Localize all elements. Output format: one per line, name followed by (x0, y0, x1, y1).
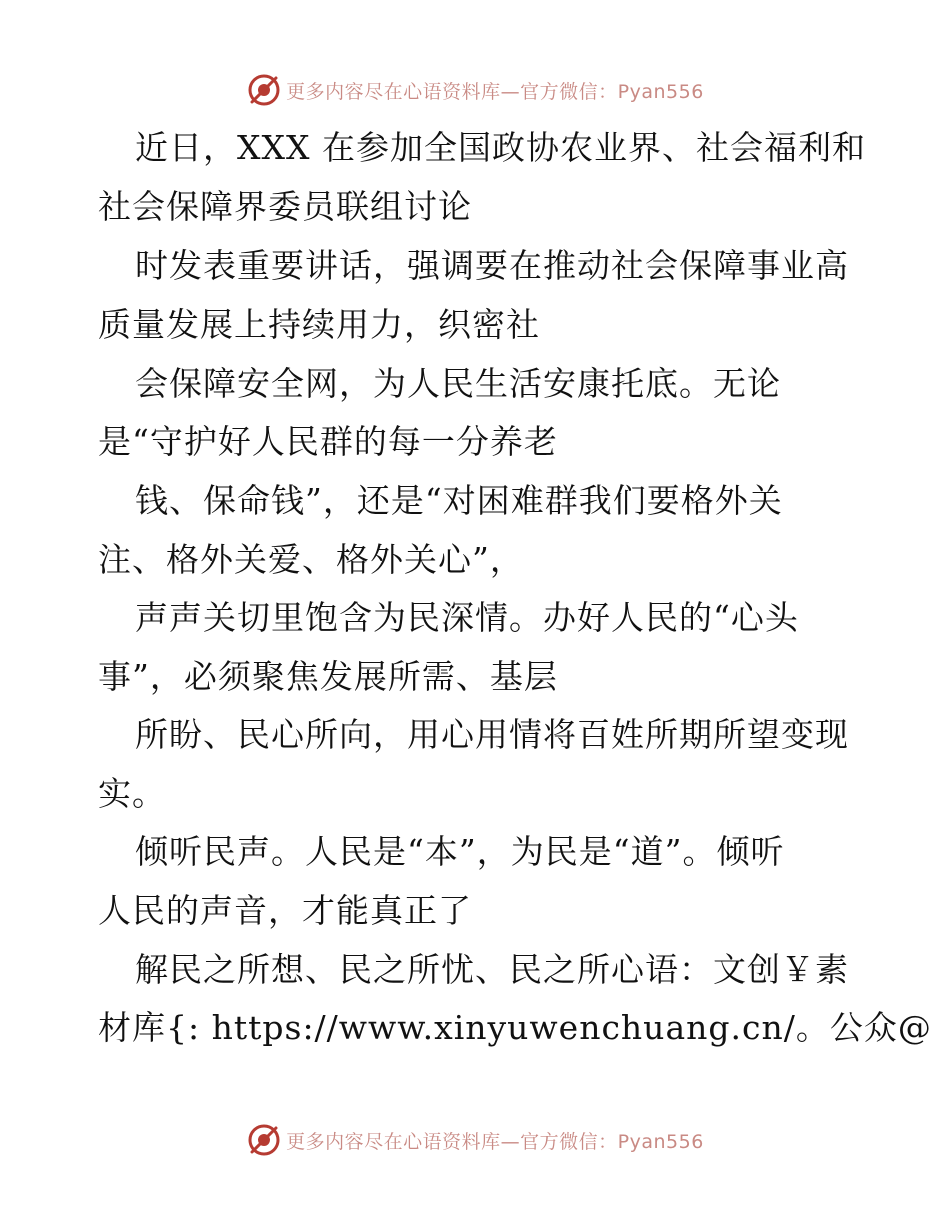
header-wechat: 官方微信：Pyan556 (520, 80, 704, 103)
text-line: 近日，XXX 在参加全国政协农业界、社会福利和 (135, 128, 866, 167)
text-line: 材库{: https://www.xinyuwenchuang.cn/。公众@ (98, 1008, 932, 1047)
header-banner (0, 70, 950, 110)
logo-icon (246, 72, 282, 108)
text-line: 是“守护好人民群的每一分养老 (98, 422, 558, 461)
text-line: 解民之所想、民之所忧、民之所心语：文创￥素 (135, 950, 849, 989)
text-line: 所盼、民心所向，用心用情将百姓所期所望变现 (135, 715, 849, 754)
text-line: 倾听民声。人民是“本”，为民是“道”。倾听 (135, 832, 785, 871)
text-line: 时发表重要讲话，强调要在推动社会保障事业高 (135, 246, 849, 285)
text-line: 人民的声音，才能真正了 (98, 891, 472, 930)
text-line: 声声关切里饱含为民深情。办好人民的“心头 (135, 598, 799, 637)
footer-dash: — (500, 1130, 521, 1153)
footer-library-name: 更多内容尽在心语资料库 (286, 1130, 501, 1153)
footer-banner (0, 1120, 950, 1160)
header-dash: — (500, 80, 521, 103)
text-line: 实。 (98, 774, 166, 813)
text-line: 质量发展上持续用力，织密社 (98, 305, 540, 344)
footer-wechat: 官方微信：Pyan556 (520, 1130, 704, 1153)
text-line: 钱、保命钱”，还是“对困难群我们要格外关 (135, 481, 783, 520)
header-library-name: 更多内容尽在心语资料库 (286, 80, 501, 103)
text-line: 会保障安全网，为人民生活安康托底。无论 (135, 364, 781, 403)
text-line: 事”，必须聚焦发展所需、基层 (98, 657, 558, 696)
header-banner-text (286, 77, 704, 104)
text-line: 社会保障界委员联组讨论 (98, 187, 472, 226)
footer-banner-text (286, 1127, 704, 1154)
logo-icon (246, 1122, 282, 1158)
text-line: 注、格外关爱、格外关心”， (98, 540, 524, 579)
